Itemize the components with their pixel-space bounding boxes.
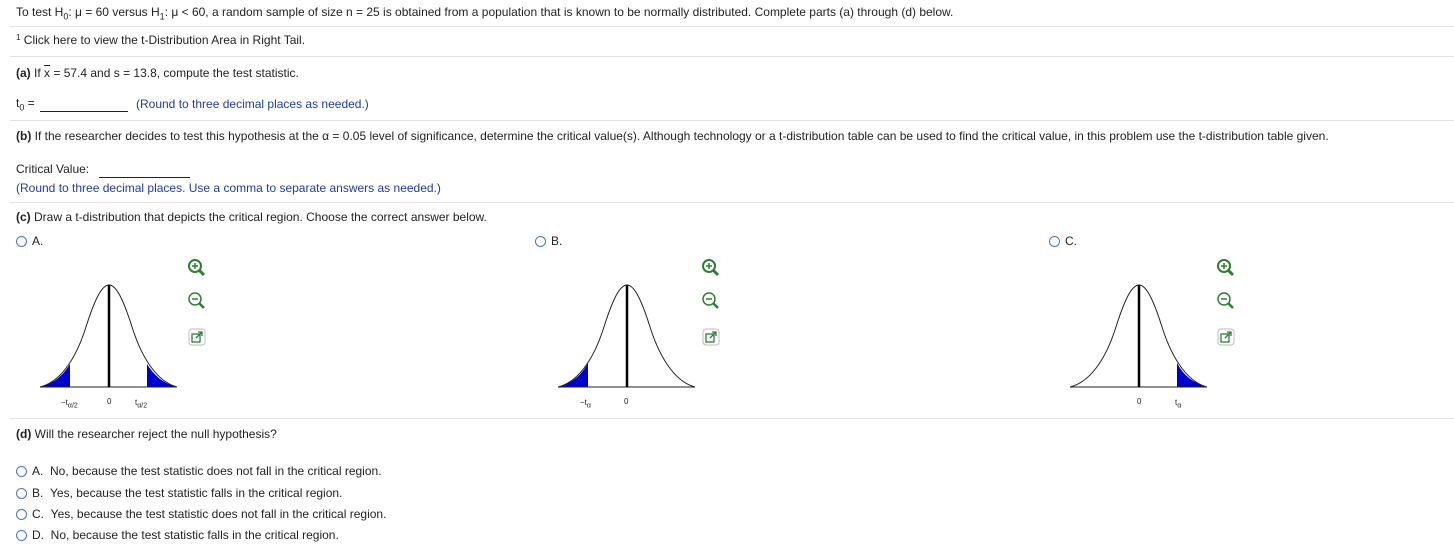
expand-icon[interactable]: [1215, 326, 1237, 348]
expand-icon[interactable]: [186, 326, 208, 348]
radio-button[interactable]: [535, 236, 546, 247]
part-b-question: (b) If the researcher decides to test this hypothesis at the α = 0.05 level of significance, determine the critical value(s). Although technology or a t-distribution table can be used to find the critical value, in this problem use the t-distribution table given.: [16, 129, 1329, 143]
zoom-out-icon[interactable]: [700, 290, 722, 312]
option-c-b[interactable]: B.: [535, 234, 562, 248]
divider: [10, 202, 1454, 203]
radio-button[interactable]: [16, 236, 27, 247]
divider: [10, 26, 1454, 27]
zoom-in-icon[interactable]: [186, 257, 208, 279]
option-d-d[interactable]: D. No, because the test statistic falls in the critical region.: [16, 528, 339, 542]
tick-label-neg-t-alpha: $-t_\alpha$: [580, 398, 591, 410]
radio-button[interactable]: [16, 488, 27, 499]
zoom-out-icon[interactable]: [1215, 290, 1237, 312]
option-c-a[interactable]: A.: [16, 234, 43, 248]
tick-label-t-alpha-2: $t_{\alpha/2}$: [135, 398, 148, 410]
part-a-question: (a) If $\overline{x} = 57.4$ and s = 13.8, compute the test statistic.: [16, 66, 299, 80]
graph-b: [558, 280, 708, 410]
divider: [10, 120, 1454, 121]
graph-c: [1070, 280, 1220, 410]
divider: [10, 56, 1454, 57]
left-tail-area: [558, 363, 588, 387]
left-tail-area: [40, 364, 70, 387]
zoom-out-icon[interactable]: [186, 290, 208, 312]
critical-value-field[interactable]: [99, 162, 190, 178]
radio-button[interactable]: [16, 466, 27, 477]
option-d-c[interactable]: C. Yes, because the test statistic does not fall in the critical region.: [16, 507, 386, 521]
part-c-question: (c) Draw a t-distribution that depicts the critical region. Choose the correct answer below.: [16, 210, 487, 224]
radio-button[interactable]: [16, 530, 27, 541]
tick-label-zero: 0: [1137, 397, 1142, 406]
part-a-hint: (Round to three decimal places as needed.): [136, 97, 369, 111]
t0-row: $t_0$ =: [16, 96, 35, 113]
tick-label-zero: 0: [107, 397, 112, 406]
critical-value-label: Critical Value:: [16, 162, 90, 176]
expand-icon[interactable]: [700, 326, 722, 348]
graph-a: [40, 280, 190, 410]
footnote-marker: 1: [16, 33, 21, 42]
zoom-in-icon[interactable]: [1215, 257, 1237, 279]
tick-label-zero: 0: [624, 397, 629, 406]
tick-label-t-alpha: $t_\alpha$: [1175, 398, 1182, 410]
part-b-hint: (Round to three decimal places. Use a comma to separate answers as needed.): [16, 181, 441, 195]
part-d-question: (d) Will the researcher reject the null hypothesis?: [16, 427, 277, 441]
x-bar: $\overline{x}$: [44, 66, 51, 80]
t-table-link-text[interactable]: Click here to view the t-Distribution Area in Right Tail.: [23, 33, 306, 47]
radio-button[interactable]: [1049, 236, 1060, 247]
option-d-b[interactable]: B. Yes, because the test statistic falls in the critical region.: [16, 486, 342, 500]
option-d-a[interactable]: A. No, because the test statistic does not fall in the critical region.: [16, 464, 382, 478]
right-tail-area: [1177, 363, 1207, 387]
t0-answer-field[interactable]: [40, 96, 128, 112]
intro-text: To test $H_0$: μ = 60 versus $H_1$: μ < 60, a random sample of size n = 25 is obtained from a population that is known to be normally distributed. Complete parts (a) through (d) below.: [16, 5, 954, 22]
tick-label-neg-t-alpha-2: $-t_{\alpha/2}$: [61, 398, 78, 410]
divider: [10, 418, 1454, 419]
radio-button[interactable]: [16, 509, 27, 520]
option-c-c[interactable]: C.: [1049, 234, 1077, 248]
t-table-link[interactable]: [16, 33, 305, 47]
zoom-in-icon[interactable]: [700, 257, 722, 279]
